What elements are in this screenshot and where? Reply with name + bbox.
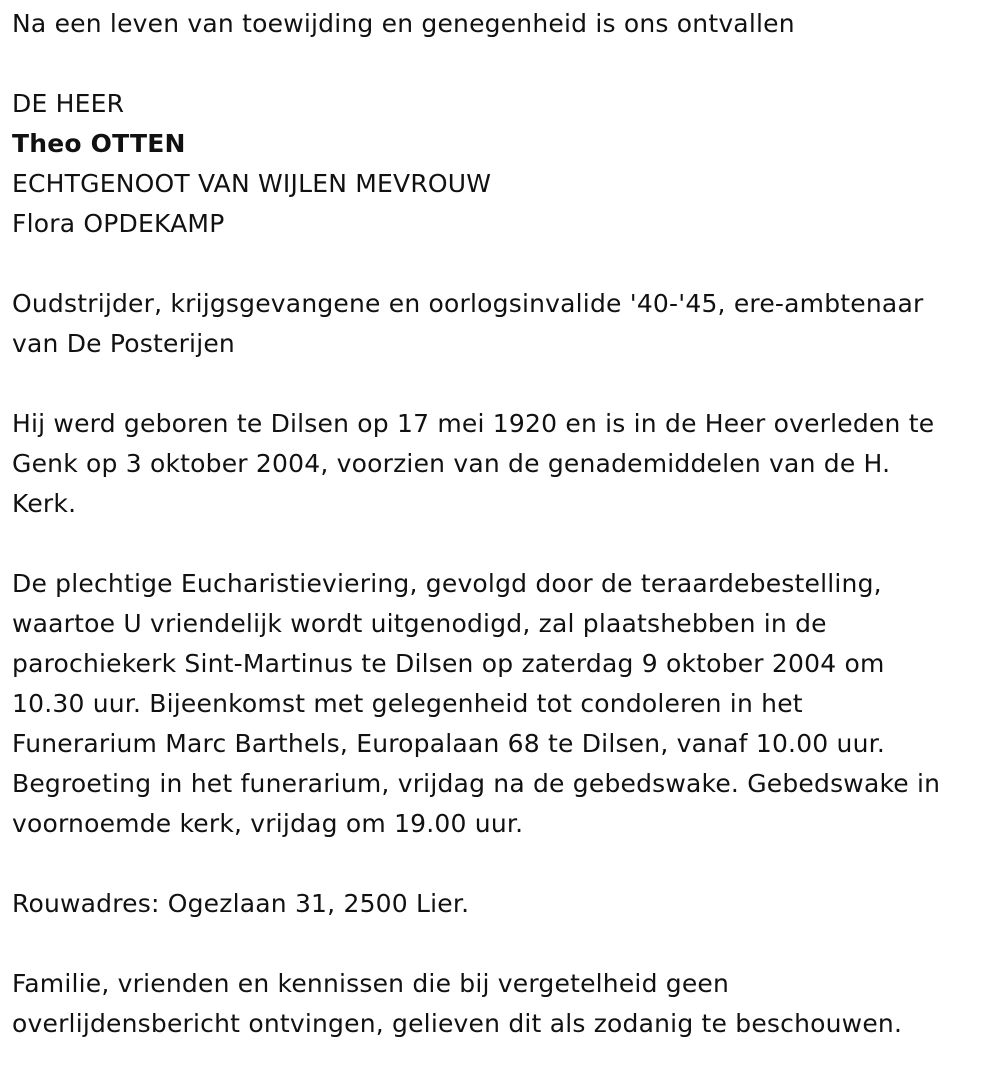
closing-line-1: Familie, vrienden en kennissen die bij vergetelheid geen xyxy=(12,969,730,998)
birth-death-line-2: Genk op 3 oktober 2004, voorzien van de genademiddelen van de H. xyxy=(12,449,891,478)
spacer xyxy=(12,524,1000,564)
ceremony-line-3: parochiekerk Sint-Martinus te Dilsen op zaterdag 9 oktober 2004 om xyxy=(12,649,885,678)
deceased-name: Theo OTTEN xyxy=(12,129,186,158)
ceremony-line-6: Begroeting in het funerarium, vrijdag na de gebedswake. Gebedswake in xyxy=(12,769,941,798)
spouse-name: Flora OPDEKAMP xyxy=(12,209,225,238)
spacer xyxy=(12,44,1000,84)
ceremony-line-1: De plechtige Eucharistieviering, gevolgd door de teraardebestelling, xyxy=(12,569,882,598)
spacer xyxy=(12,924,1000,964)
ceremony-line-7: voornoemde kerk, vrijdag om 19.00 uur. xyxy=(12,809,524,838)
address-line: Rouwadres: Ogezlaan 31, 2500 Lier. xyxy=(12,889,470,918)
ceremony-line-5: Funerarium Marc Barthels, Europalaan 68 te Dilsen, vanaf 10.00 uur. xyxy=(12,729,885,758)
titles-line-1: Oudstrijder, krijgsgevangene en oorlogsinvalide '40-'45, ere-ambtenaar xyxy=(12,289,924,318)
spacer xyxy=(12,364,1000,404)
birth-death-line-1: Hij werd geboren te Dilsen op 17 mei 1920 en is in de Heer overleden te xyxy=(12,409,935,438)
birth-death-line-3: Kerk. xyxy=(12,489,77,518)
spacer xyxy=(12,244,1000,284)
spouse-line: ECHTGENOOT VAN WIJLEN MEVROUW xyxy=(12,169,492,198)
titles-line-2: van De Posterijen xyxy=(12,329,235,358)
ceremony-line-4: 10.30 uur. Bijeenkomst met gelegenheid tot condoleren in het xyxy=(12,689,803,718)
ceremony-line-2: waartoe U vriendelijk wordt uitgenodigd, zal plaatshebben in de xyxy=(12,609,827,638)
title-prefix: DE HEER xyxy=(12,89,125,118)
closing-line-2: overlijdensbericht ontvingen, gelieven dit als zodanig te beschouwen. xyxy=(12,1009,903,1038)
spacer xyxy=(12,844,1000,884)
intro-line: Na een leven van toewijding en genegenheid is ons ontvallen xyxy=(12,9,795,38)
